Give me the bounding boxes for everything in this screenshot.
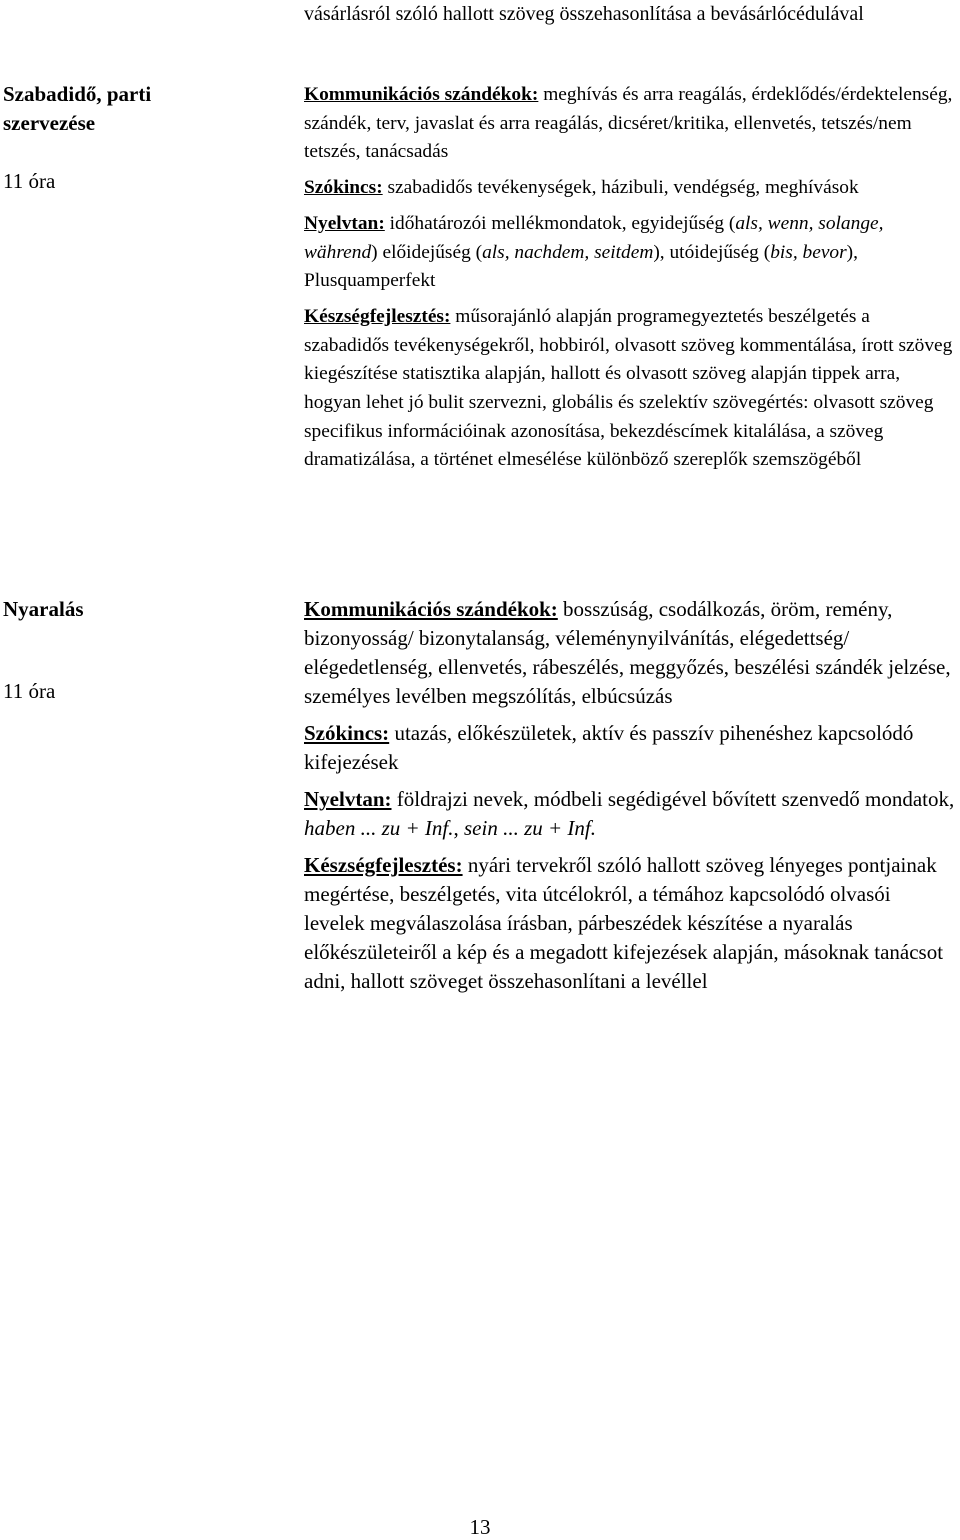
topic-content: [304, 595, 956, 1004]
continuation-cell: [304, 0, 956, 36]
vocabulary-paragraph: [304, 174, 956, 203]
topic-hours: 11 óra: [3, 169, 56, 193]
grammar-paragraph: [304, 210, 956, 296]
section-text: ), utóidejűség (: [653, 241, 771, 263]
section-text: ) előidejűség (: [371, 241, 483, 263]
communication-intents-paragraph: [304, 81, 956, 167]
topic-cell: [3, 595, 293, 706]
section-text: időhatározói mellékmondatok, egyidejűség (: [384, 212, 736, 234]
continuation-text: vásárlásról szóló hallott szöveg összehasonlítása a bevásárlócédulával: [304, 3, 864, 25]
section-label: Szókincs:: [304, 177, 383, 199]
topic-title: Szabadidő, parti szervezése: [3, 82, 152, 135]
section-text: ), Plusquamperfekt: [304, 241, 858, 292]
italic-term: sein ... zu + Inf.: [464, 816, 596, 840]
section-text: nyári tervekről szóló hallott szöveg lényeges pontjainak megértése, beszélgetés, vita útcélokról, a témához kapcsolódó olvasói levelek megválaszolása írásban, párbeszédek készítése a nyaralás előkészületeiről a kép és a megadott kifejezések alapján, másoknak tanácsot adni, hallott szöveget összehasonlítani a levéllel: [304, 853, 944, 993]
section-label: Kommunikációs szándékok:: [304, 597, 558, 621]
italic-term: bis, bevor: [770, 241, 847, 263]
section-text: földrajzi nevek, módbeli segédigével bővített szenvedő mondatok,: [391, 787, 955, 811]
section-text: bosszúság, csodálkozás, öröm, remény, bizonyosság/ bizonytalanság, véleménynyilvánítás, elégedettség/ elégedetlenség, ellenvetés, rábeszélés, meggyőzés, beszélési szándék jelzése, személyes levélben megszólítás, elbúcsúzás: [304, 597, 951, 708]
topic-title: Nyaralás: [3, 597, 84, 621]
topic-hours: 11 óra: [3, 679, 56, 703]
skill-development-paragraph: [304, 851, 956, 996]
section-label: Készségfejlesztés:: [304, 853, 463, 877]
section-label: Készségfejlesztés:: [304, 305, 451, 327]
communication-intents-paragraph: [304, 595, 956, 711]
section-text: meghívás és arra reagálás, érdeklődés/érdektelenség, szándék, terv, javaslat és arra reagálás, dicséret/kritika, ellenvetés, tetszés/nem tetszés, tanácsadás: [304, 84, 953, 163]
italic-term: haben ... zu + Inf.: [304, 816, 454, 840]
section-text: ,: [453, 816, 464, 840]
section-label: Kommunikációs szándékok:: [304, 84, 539, 105]
section-text: műsorajánló alapján programegyeztetés beszélgetés a szabadidős tevékenységekről, hobbiról, olvasott szöveg kommentálása, írott szöveg kiegészítése statisztika alapján, hallott és olvasott szöveg alapján tippek arra, hogyan lehet jó bulit szervezni, globális és szelektív szövegértés: olvasott szöveg specifikus információinak azonosítása, bekezdéscímek kitalálása, a szöveg dramatizálása, a történet elmesélése különböző szereplők szemszögéből: [304, 305, 953, 471]
topic-cell: [3, 80, 293, 196]
section-text: utazás, előkészületek, aktív és passzív pihenéshez kapcsolódó kifejezések: [304, 721, 914, 774]
italic-term: als, nachdem, seitdem: [482, 241, 654, 263]
section-label: Nyelvtan:: [304, 212, 385, 234]
skill-development-paragraph: [304, 303, 956, 475]
page-number: 13: [469, 1515, 491, 1539]
grammar-paragraph: [304, 785, 956, 843]
section-label: Nyelvtan:: [304, 787, 392, 811]
italic-term: als, wenn, solange, während: [304, 212, 884, 263]
section-text: szabadidős tevékenységek, házibuli, vendégség, meghívások: [382, 177, 859, 199]
topic-content: [304, 81, 956, 482]
vocabulary-paragraph: [304, 719, 956, 777]
section-label: Szókincs:: [304, 721, 390, 745]
